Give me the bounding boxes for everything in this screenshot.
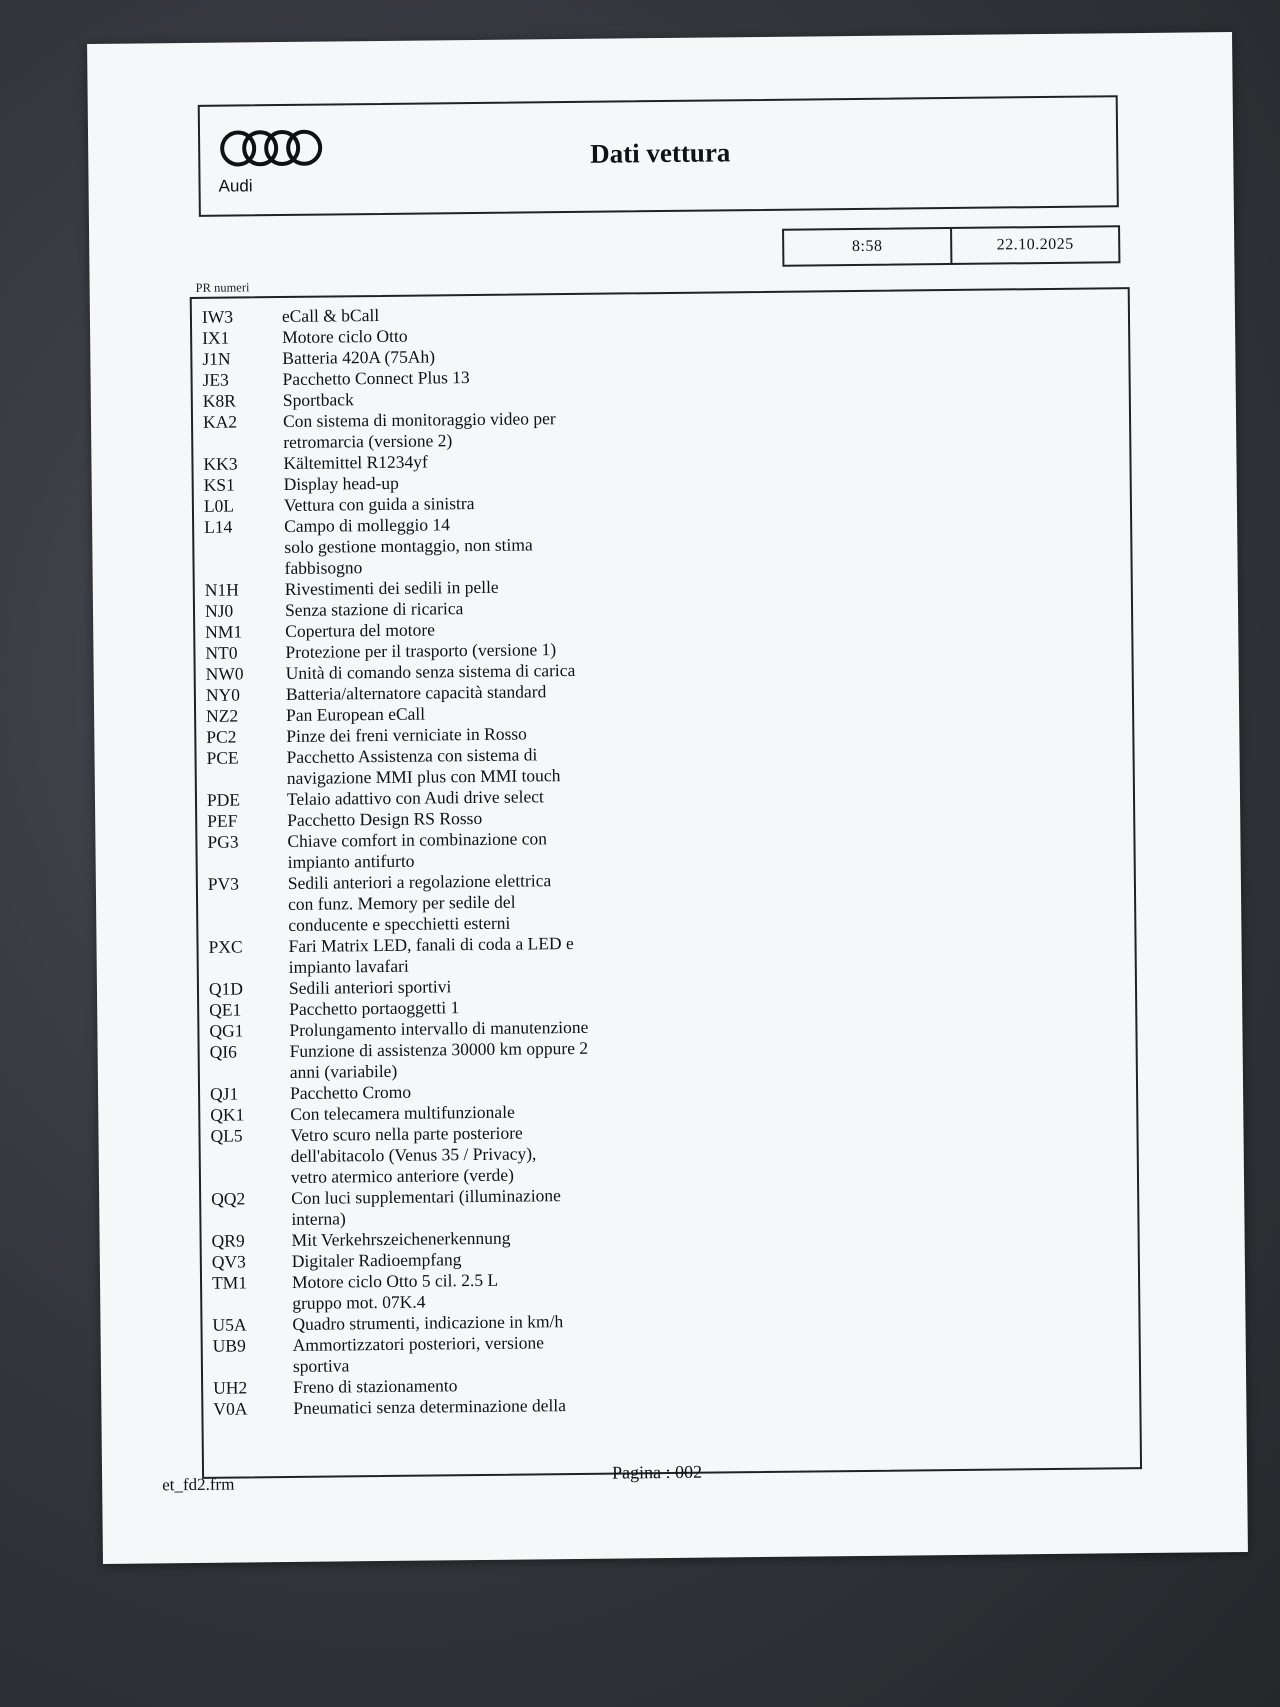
description-line: Con telecamera multifunzionale <box>290 1101 515 1124</box>
pr-code: QV3 <box>211 1251 246 1272</box>
list-item <box>200 1116 1137 1189</box>
pr-description <box>293 1375 457 1398</box>
pr-number-list <box>190 287 1142 1479</box>
pr-code: QL5 <box>210 1125 243 1146</box>
description-line: Digitaler Radioempfang <box>291 1249 462 1271</box>
pr-code: U5A <box>212 1314 247 1335</box>
description-line: Ammortizzatori posteriori, versione <box>292 1332 545 1355</box>
description-line: retromarcia (versione 2) <box>283 430 453 453</box>
description-line: gruppo mot. 07K.4 <box>292 1291 426 1313</box>
description-line: Con luci supplementari (illuminazione <box>291 1185 561 1208</box>
description-line: Vetro scuro nella parte posteriore <box>290 1122 523 1145</box>
description-line: vetro atermico anteriore (verde) <box>290 1164 515 1187</box>
pr-description <box>292 1249 462 1272</box>
description-line: Pacchetto Design RS Rosso <box>287 807 483 830</box>
pr-code: QQ2 <box>211 1188 246 1209</box>
pr-description <box>284 493 475 516</box>
pr-description <box>289 997 459 1020</box>
pr-code: NW0 <box>205 663 244 684</box>
pr-description <box>288 933 574 978</box>
description-line: Senza stazione di ricarica <box>284 598 464 620</box>
pr-description <box>285 598 464 621</box>
description-line: sportiva <box>292 1355 350 1376</box>
pr-description <box>283 451 428 474</box>
pr-code: UH2 <box>213 1377 248 1398</box>
pr-code: L14 <box>204 516 233 537</box>
pr-code: L0L <box>203 495 235 516</box>
pr-code: N1H <box>204 579 239 600</box>
description-line: Funzione di assistenza 30000 km oppure 2 <box>289 1037 589 1061</box>
description-line: Batteria 420A (75Ah) <box>282 346 436 369</box>
description-line: Telaio adattivo con Audi drive select <box>286 786 544 809</box>
pr-description <box>286 744 560 789</box>
pr-description <box>282 367 469 390</box>
pr-description <box>285 639 556 663</box>
description-line: Rivestimenti dei sedili in pelle <box>284 576 499 599</box>
document-title: Dati vettura <box>589 137 731 169</box>
description-line: Protezione per il trasporto (versione 1) <box>285 639 557 662</box>
pr-code: PG3 <box>207 831 239 852</box>
description-line: Freno di stazionamento <box>293 1375 458 1397</box>
description-line: Mit Verkehrszeichenerkennung <box>291 1227 511 1250</box>
description-line: Sedili anteriori sportivi <box>288 976 452 998</box>
pr-description <box>290 1082 411 1104</box>
pr-description <box>286 660 576 684</box>
time-value: 8:58 <box>851 237 883 256</box>
pr-description <box>284 513 533 579</box>
description-line: impianto lavafari <box>288 955 409 977</box>
description-line: eCall & bCall <box>281 304 380 327</box>
pr-description <box>286 704 425 726</box>
pr-code: PXC <box>208 936 243 957</box>
pr-code: PDE <box>206 789 241 810</box>
pr-code: PV3 <box>207 873 240 894</box>
pr-code: J1N <box>202 348 231 369</box>
pr-code: PEF <box>207 810 238 831</box>
pr-code: QG1 <box>209 1020 244 1041</box>
description-line: impianto antifurto <box>287 850 415 872</box>
pr-description <box>292 1228 511 1251</box>
pr-code: IX1 <box>202 327 230 348</box>
pr-code: IW3 <box>201 306 234 327</box>
description-line: fabbisogno <box>284 557 363 578</box>
description-line: Con sistema di monitoraggio video per <box>282 408 556 432</box>
description-line: Pan European eCall <box>286 703 426 725</box>
list-item <box>198 864 1135 937</box>
description-line: Vettura con guida a sinistra <box>283 493 475 516</box>
page-number: Pagina : 002 <box>611 1461 703 1483</box>
document-sheet <box>87 32 1248 1564</box>
pr-description <box>286 681 547 705</box>
description-line: Fari Matrix LED, fanali di coda a LED e <box>288 932 574 956</box>
description-line: anni (variabile) <box>289 1060 398 1082</box>
pr-code: KS1 <box>203 474 235 495</box>
description-line: con funz. Memory per sedile del <box>287 891 516 914</box>
description-line: Pacchetto Cromo <box>289 1081 412 1103</box>
pr-description <box>290 1102 515 1125</box>
document-header <box>198 95 1119 217</box>
pr-code: Q1D <box>208 978 244 999</box>
description-line: Pinze dei freni verniciate in Rosso <box>286 723 527 746</box>
description-line: Kältemittel R1234yf <box>283 451 428 474</box>
pr-code: QE1 <box>209 999 242 1020</box>
timestamp-box <box>782 225 1120 267</box>
brand-label: Audi <box>218 176 253 196</box>
description-line: dell'abitacolo (Venus 35 / Privacy), <box>290 1143 537 1166</box>
pr-description <box>286 723 527 747</box>
pr-code: QK1 <box>210 1104 245 1125</box>
pr-description <box>285 619 435 642</box>
pr-code: QI6 <box>209 1041 237 1062</box>
description-line: Pacchetto Connect Plus 13 <box>282 367 470 390</box>
pr-description <box>284 473 399 495</box>
pr-code: JE3 <box>202 369 229 390</box>
pr-code: NZ2 <box>206 705 239 726</box>
pr-code: NT0 <box>205 642 238 663</box>
pr-code: V0A <box>213 1398 248 1419</box>
description-line: Quadro strumenti, indicazione in km/h <box>292 1311 564 1334</box>
pr-description <box>283 389 354 411</box>
pr-description <box>287 808 482 831</box>
description-line: Unità di comando senza sistema di carica <box>285 659 576 683</box>
pr-code: UB9 <box>212 1335 246 1356</box>
description-line: Motore ciclo Otto <box>282 325 408 348</box>
pr-description <box>287 828 547 873</box>
pr-description <box>282 305 379 327</box>
pr-code: QR9 <box>211 1230 245 1251</box>
description-line: navigazione MMI plus con MMI touch <box>286 765 561 788</box>
form-id: et_fd2.frm <box>162 1474 235 1495</box>
description-line: solo gestione montaggio, non stima <box>284 534 533 557</box>
pr-description <box>288 870 552 936</box>
section-label: PR numeri <box>195 280 250 295</box>
pr-code: NY0 <box>205 684 241 705</box>
pr-code: NJ0 <box>204 600 234 621</box>
description-line: Display head-up <box>283 472 399 495</box>
pr-code: KK3 <box>203 453 238 474</box>
pr-description <box>289 976 452 999</box>
description-line: Motore ciclo Otto 5 cil. 2.5 L <box>291 1269 499 1292</box>
description-line: Sportback <box>282 389 354 411</box>
description-line: Sedili anteriori a regolazione elettrica <box>287 870 552 893</box>
description-line: interna) <box>291 1208 346 1229</box>
pr-description <box>290 1122 536 1188</box>
pr-description <box>292 1311 563 1335</box>
pr-code: QJ1 <box>209 1083 239 1104</box>
pr-description <box>292 1270 499 1314</box>
pr-description <box>282 326 408 348</box>
pr-description <box>293 1332 545 1377</box>
pr-description <box>285 577 499 600</box>
pr-description <box>282 346 435 369</box>
list-item <box>194 507 1131 580</box>
pr-code: TM1 <box>211 1272 248 1293</box>
pr-code: KA2 <box>202 411 238 432</box>
pr-code: PCE <box>206 747 239 768</box>
description-line: Pneumatici senza determinazione della <box>293 1395 567 1418</box>
pr-description <box>283 408 556 453</box>
description-line: conducente e specchietti esterni <box>288 912 511 935</box>
pr-description <box>291 1185 561 1230</box>
pr-code: NM1 <box>205 621 243 642</box>
pr-description <box>290 1038 589 1083</box>
description-line: Prolungamento intervallo di manutenzione <box>289 1016 589 1040</box>
description-line: Copertura del motore <box>285 619 436 641</box>
description-line: Pacchetto portaoggetti 1 <box>289 997 460 1019</box>
date-value: 22.10.2025 <box>950 227 1118 263</box>
pr-code: K8R <box>202 390 236 411</box>
pr-description <box>293 1395 566 1419</box>
description-line: Campo di molleggio 14 <box>284 514 450 536</box>
pr-description <box>287 786 544 810</box>
pr-code: PC2 <box>206 726 237 747</box>
description-line: Chiave comfort in combinazione con <box>287 828 548 851</box>
description-line: Batteria/alternatore capacità standard <box>285 681 547 704</box>
description-line: Pacchetto Assistenza con sistema di <box>286 744 538 767</box>
